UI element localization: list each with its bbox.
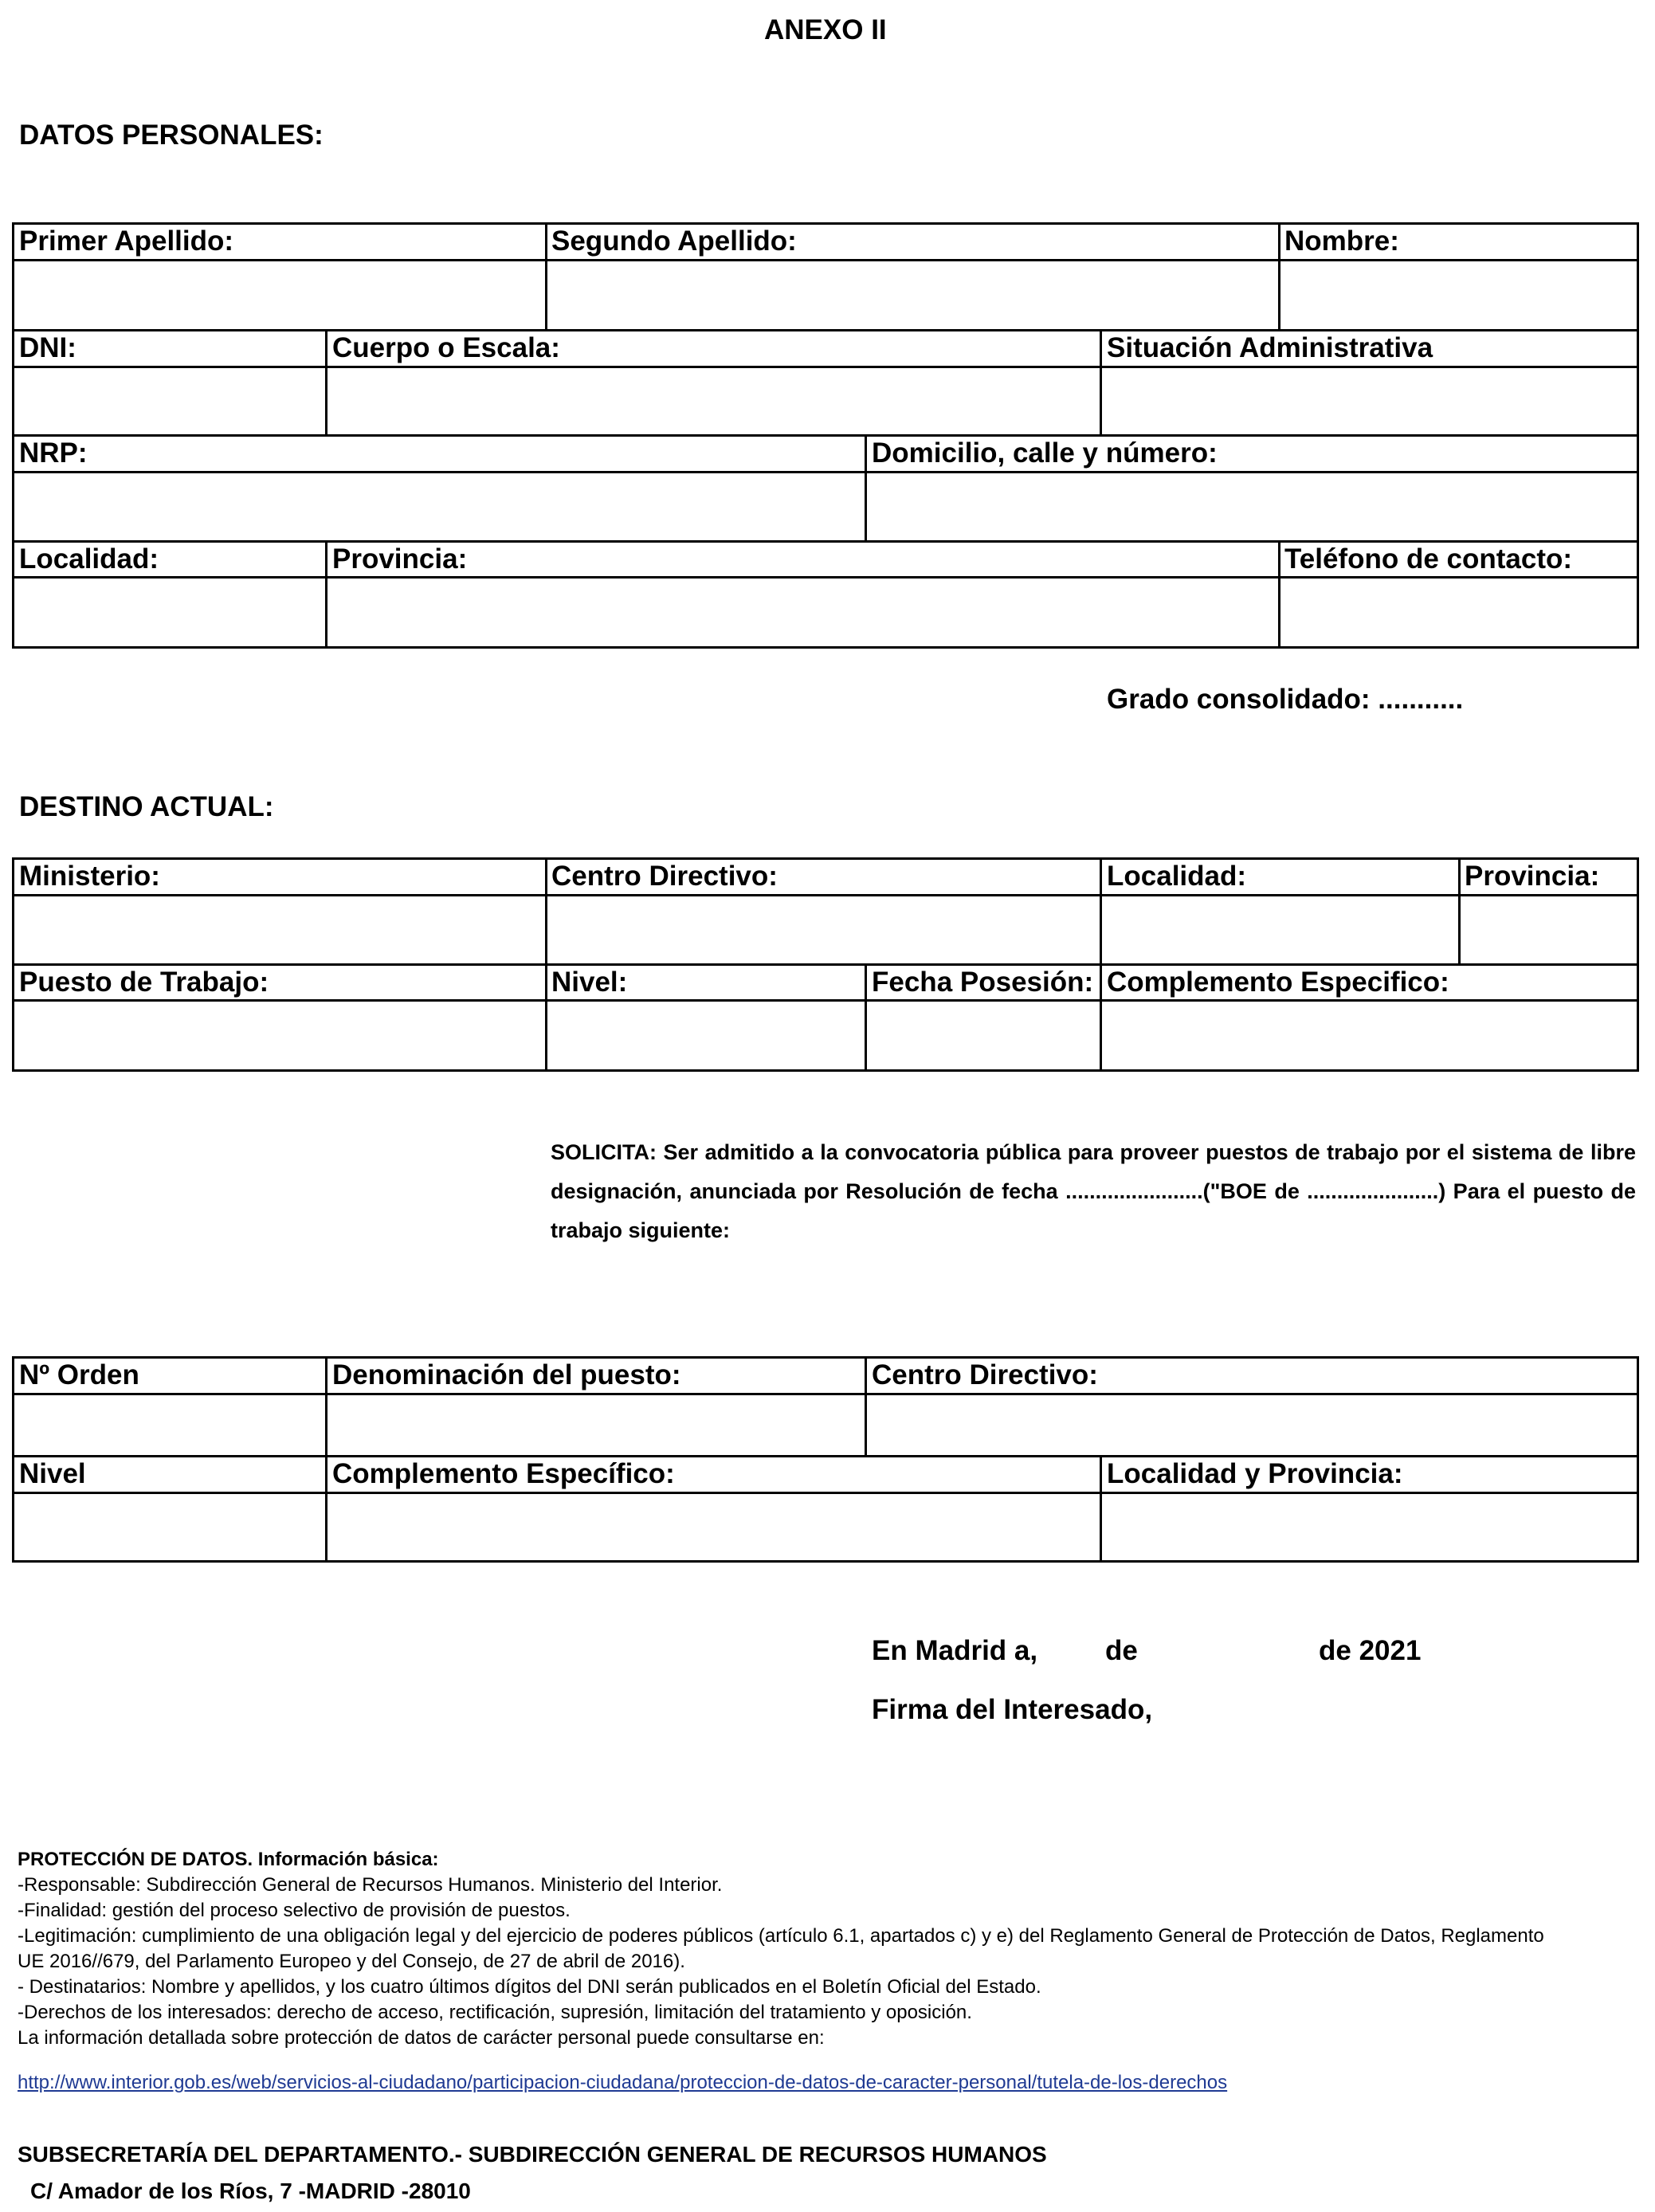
label-telefono: Teléfono de contacto: <box>1284 543 1573 575</box>
label-denominacion-puesto: Denominación del puesto: <box>332 1359 681 1390</box>
label-nombre: Nombre: <box>1284 226 1399 257</box>
field-segundo-apellido[interactable] <box>547 261 1278 329</box>
label-puesto-trabajo: Puesto de Trabajo: <box>19 967 269 998</box>
field-complemento-solicitado[interactable] <box>327 1494 1100 1560</box>
proteccion-line: -Derechos de los interesados: derecho de acceso, rectificación, supresión, limitación del tratamiento y oposición. <box>18 2002 972 2023</box>
label-complemento-solicitado: Complemento Específico: <box>332 1458 675 1489</box>
field-nivel-solicitado[interactable] <box>14 1494 325 1560</box>
field-domicilio[interactable] <box>867 473 1637 540</box>
label-ministerio: Ministerio: <box>19 861 160 892</box>
label-domicilio: Domicilio, calle y número: <box>872 437 1218 469</box>
label-provincia-destino: Provincia: <box>1465 861 1600 892</box>
proteccion-line: -Responsable: Subdirección General de Recursos Humanos. Ministerio del Interior. <box>18 1874 723 1896</box>
label-nrp: NRP: <box>19 437 88 469</box>
firma-de-2021: de 2021 <box>1319 1635 1422 1666</box>
firma-en-madrid: En Madrid a, <box>872 1635 1038 1666</box>
label-complemento-especifico: Complemento Especifico: <box>1107 967 1449 998</box>
field-centro-directivo[interactable] <box>547 896 1100 963</box>
proteccion-link[interactable]: http://www.interior.gob.es/web/servicios-al-ciudadano/participacion-ciudadana/proteccion-de-datos-de-caracter-personal/tutela-de-los-derechos <box>18 2072 1228 2093</box>
page-title: ANEXO II <box>764 14 887 45</box>
label-cuerpo-escala: Cuerpo o Escala: <box>332 332 560 363</box>
field-dni[interactable] <box>14 368 325 434</box>
proteccion-heading: PROTECCIÓN DE DATOS. Información básica: <box>18 1849 439 1870</box>
field-situacion-administrativa[interactable] <box>1102 368 1637 434</box>
label-nivel-solicitado: Nivel <box>19 1458 86 1489</box>
field-localidad-provincia[interactable] <box>1102 1494 1637 1560</box>
field-n-orden[interactable] <box>14 1395 325 1455</box>
section-heading-datos-personales: DATOS PERSONALES: <box>19 120 324 151</box>
solicita-paragraph: SOLICITA: Ser admitido a la convocatoria pública para proveer puestos de trabajo por el sistema de libre designación, anunciada por Resolución de fecha .......................("BOE de ......................) Para el puesto de trabajo siguiente: <box>551 1140 1636 1242</box>
field-nrp[interactable] <box>14 473 865 540</box>
firma-de: de <box>1105 1635 1138 1666</box>
footer-subsecretaria: SUBSECRETARÍA DEL DEPARTAMENTO.- SUBDIRECCIÓN GENERAL DE RECURSOS HUMANOS <box>18 2142 1047 2167</box>
label-fecha-posesion: Fecha Posesión: <box>872 967 1094 998</box>
proteccion-line: -Legitimación: cumplimiento de una obligación legal y del ejercicio de poderes públicos (artículo 6.1, apartados c) y e) del Reglamento General de Protección de Datos, Reglamento <box>18 1925 1544 1947</box>
field-complemento-especifico[interactable] <box>1102 1002 1637 1069</box>
field-ministerio[interactable] <box>14 896 545 963</box>
label-primer-apellido: Primer Apellido: <box>19 226 234 257</box>
proteccion-line: - Destinatarios: Nombre y apellidos, y los cuatro últimos dígitos del DNI serán publicados en el Boletín Oficial del Estado. <box>18 1976 1041 1998</box>
label-centro-directivo: Centro Directivo: <box>551 861 778 892</box>
label-n-orden: Nº Orden <box>19 1359 139 1390</box>
section-heading-destino-actual: DESTINO ACTUAL: <box>19 791 274 822</box>
label-nivel: Nivel: <box>551 967 628 998</box>
field-provincia-destino[interactable] <box>1461 896 1637 963</box>
field-puesto-trabajo[interactable] <box>14 1002 545 1069</box>
label-localidad: Localidad: <box>19 543 159 575</box>
field-primer-apellido[interactable] <box>14 261 545 329</box>
label-centro-directivo-solicitado: Centro Directivo: <box>872 1359 1098 1390</box>
label-dni: DNI: <box>19 332 76 363</box>
field-nivel[interactable] <box>547 1002 865 1069</box>
field-cuerpo-escala[interactable] <box>327 368 1100 434</box>
proteccion-line: La información detallada sobre protección de datos de carácter personal puede consultarse en: <box>18 2027 825 2049</box>
label-segundo-apellido: Segundo Apellido: <box>551 226 797 257</box>
field-localidad[interactable] <box>14 578 325 646</box>
label-localidad-provincia: Localidad y Provincia: <box>1107 1458 1403 1489</box>
label-situacion-administrativa: Situación Administrativa <box>1107 332 1433 363</box>
label-provincia: Provincia: <box>332 543 468 575</box>
firma-interesado: Firma del Interesado, <box>872 1694 1153 1725</box>
field-centro-directivo-solicitado[interactable] <box>867 1395 1637 1455</box>
field-telefono[interactable] <box>1280 578 1637 646</box>
footer-address: C/ Amador de los Ríos, 7 -MADRID -28010 <box>30 2179 471 2203</box>
field-nombre[interactable] <box>1280 261 1637 329</box>
grado-consolidado: Grado consolidado: ........... <box>1107 684 1464 715</box>
field-fecha-posesion[interactable] <box>867 1002 1100 1069</box>
proteccion-line: -Finalidad: gestión del proceso selectivo de provisión de puestos. <box>18 1900 571 1921</box>
label-localidad-destino: Localidad: <box>1107 861 1247 892</box>
field-denominacion-puesto[interactable] <box>327 1395 865 1455</box>
field-provincia[interactable] <box>327 578 1278 646</box>
proteccion-line: UE 2016//679, del Parlamento Europeo y del Consejo, de 27 de abril de 2016). <box>18 1951 685 1972</box>
field-localidad-destino[interactable] <box>1102 896 1458 963</box>
